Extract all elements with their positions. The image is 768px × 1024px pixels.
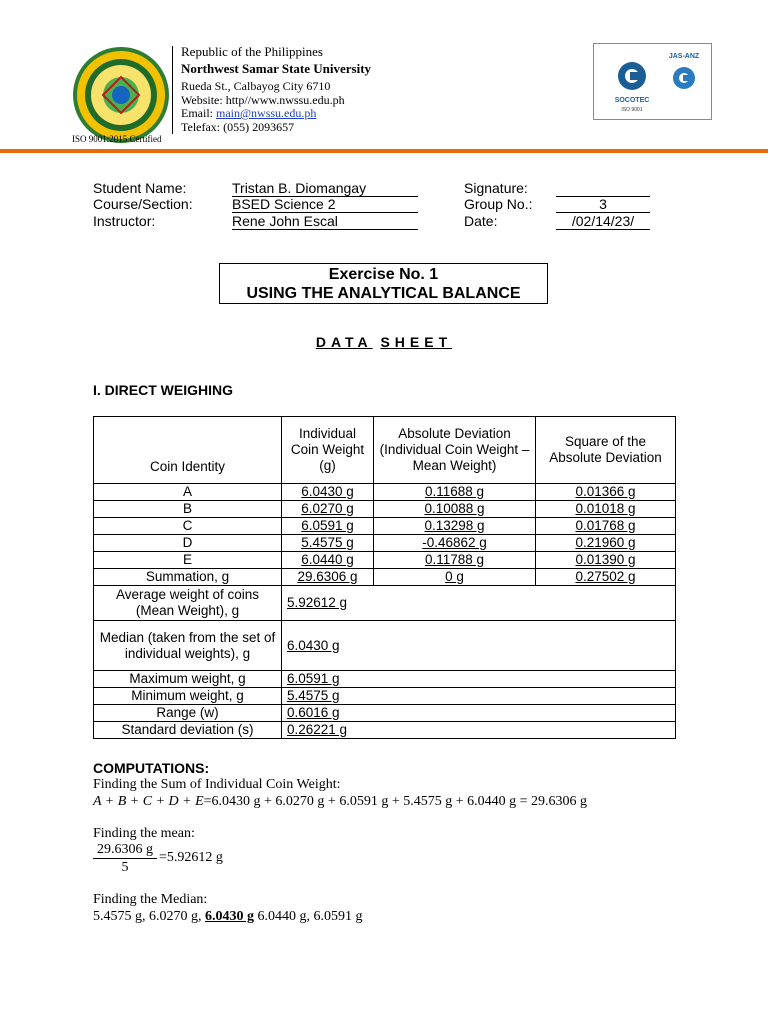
student-name-value: Tristan B. Diomangay — [232, 180, 418, 197]
sum-rhs: =6.0430 g + 6.0270 g + 6.0591 g + 5.4575 g + 6.0440 g = 29.6306 g — [203, 794, 588, 809]
direct-weighing-table — [93, 416, 676, 739]
stat-value: 5.4575 g — [282, 688, 676, 705]
stat-value: 6.0591 g — [282, 671, 676, 688]
table-row — [94, 518, 676, 535]
mean-numerator: 29.6306 g — [93, 842, 157, 859]
university-name: Northwest Samar State University — [181, 61, 372, 76]
signature-value — [556, 180, 650, 197]
date-label: Date: — [464, 213, 498, 229]
table-row — [94, 484, 676, 501]
header-coin-identity: Coin Identity — [94, 417, 282, 484]
sum-lhs: A + B + C + D + E — [93, 794, 204, 809]
summation-weight: 29.6306 g — [282, 569, 374, 586]
cert-brand-text: SOCOTEC — [614, 97, 650, 104]
stat-value: 0.6016 g — [282, 705, 676, 722]
header-square-deviation: Square of the Absolute Deviation — [536, 417, 676, 484]
summation-deviation: 0 g — [374, 569, 536, 586]
mean-title: Finding the mean: — [93, 826, 195, 841]
median-pre: 5.4575 g, 6.0270 g, — [93, 909, 205, 924]
coin-cell: B — [94, 501, 282, 518]
stat-label: Minimum weight, g — [94, 688, 282, 705]
weight-cell: 6.0440 g — [282, 552, 374, 569]
summation-label: Summation, g — [94, 569, 282, 586]
coin-cell: D — [94, 535, 282, 552]
stat-value: 0.26221 g — [282, 722, 676, 739]
median-post: 6.0440 g, 6.0591 g — [254, 909, 363, 924]
university-seal-logo — [72, 46, 170, 144]
stat-value: 6.0430 g — [282, 621, 676, 671]
weight-cell: 6.0591 g — [282, 518, 374, 535]
deviation-cell: 0.10088 g — [374, 501, 536, 518]
coin-cell: E — [94, 552, 282, 569]
data-sheet-word2: SHEET — [380, 334, 453, 350]
median-list — [93, 909, 363, 925]
stat-row-max — [94, 671, 676, 688]
date-value: /02/14/23/ — [556, 213, 650, 230]
stat-label: Median (taken from the set of individual weights), g — [94, 621, 282, 671]
deviation-cell: 0.11788 g — [374, 552, 536, 569]
course-label: Course/Section: — [93, 196, 193, 212]
republic-text: Republic of the Philippines — [181, 44, 323, 59]
mean-denominator: 5 — [121, 860, 129, 875]
stat-label: Standard deviation (s) — [94, 722, 282, 739]
cert-iso-text: ISO 9001 — [621, 107, 643, 113]
weight-cell: 5.4575 g — [282, 535, 374, 552]
stat-row-mean — [94, 586, 676, 621]
computations-heading: COMPUTATIONS: — [93, 760, 210, 776]
header-accent-line — [0, 149, 768, 153]
stat-row-range — [94, 705, 676, 722]
iso-certified-text: ISO 9001:2015 Certified — [72, 134, 162, 144]
data-sheet-word1: DATA — [315, 334, 373, 350]
coin-cell: A — [94, 484, 282, 501]
website-text: Website: http//www.nwssu.edu.ph — [181, 93, 345, 107]
square-cell: 0.01390 g — [536, 552, 676, 569]
stat-label: Range (w) — [94, 705, 282, 722]
address-text: Rueda St., Calbayog City 6710 — [181, 79, 331, 93]
weight-cell: 6.0270 g — [282, 501, 374, 518]
summation-square: 0.27502 g — [536, 569, 676, 586]
jas-anz-text: JAS-ANZ — [668, 53, 700, 60]
exercise-number: Exercise No. 1 — [328, 266, 439, 283]
instructor-value: Rene John Escal — [232, 213, 418, 230]
header-individual-weight: Individual Coin Weight (g) — [282, 417, 374, 484]
email-line — [181, 106, 316, 121]
square-cell: 0.01366 g — [536, 484, 676, 501]
deviation-cell: -0.46862 g — [374, 535, 536, 552]
table-header-row — [94, 417, 676, 484]
instructor-label: Instructor: — [93, 213, 156, 229]
stat-row-min — [94, 688, 676, 705]
square-cell: 0.21960 g — [536, 535, 676, 552]
median-title: Finding the Median: — [93, 892, 208, 907]
deviation-cell: 0.13298 g — [374, 518, 536, 535]
student-name-label: Student Name: — [93, 180, 187, 196]
coin-cell: C — [94, 518, 282, 535]
mean-result: =5.92612 g — [159, 850, 223, 865]
header-absolute-deviation: Absolute Deviation (Individual Coin Weight – Mean Weight) — [374, 417, 536, 484]
group-value: 3 — [556, 196, 650, 213]
stat-label: Average weight of coins (Mean Weight), g — [94, 586, 282, 621]
group-label: Group No.: — [464, 196, 533, 212]
sum-equation — [93, 794, 587, 810]
header-divider — [172, 46, 173, 134]
exercise-title: USING THE ANALYTICAL BALANCE — [246, 285, 521, 302]
sum-title: Finding the Sum of Individual Coin Weight: — [93, 777, 341, 792]
deviation-cell: 0.11688 g — [374, 484, 536, 501]
stat-row-median — [94, 621, 676, 671]
table-row — [94, 501, 676, 518]
email-link[interactable]: main@nwssu.edu.ph — [216, 106, 317, 120]
email-label: Email: — [181, 106, 216, 120]
table-row — [94, 535, 676, 552]
certification-logos — [593, 43, 712, 120]
section-direct-weighing: I. DIRECT WEIGHING — [93, 382, 233, 398]
square-cell: 0.01018 g — [536, 501, 676, 518]
stat-value: 5.92612 g — [282, 586, 676, 621]
exercise-title-box — [219, 263, 548, 304]
stat-row-std — [94, 722, 676, 739]
summation-row — [94, 569, 676, 586]
data-sheet-heading — [0, 334, 768, 350]
signature-label: Signature: — [464, 180, 528, 196]
stat-label: Maximum weight, g — [94, 671, 282, 688]
weight-cell: 6.0430 g — [282, 484, 374, 501]
square-cell: 0.01768 g — [536, 518, 676, 535]
telefax-text: Telefax: (055) 2093657 — [181, 120, 295, 134]
table-row — [94, 552, 676, 569]
median-value: 6.0430 g — [205, 909, 254, 924]
course-value: BSED Science 2 — [232, 196, 418, 213]
